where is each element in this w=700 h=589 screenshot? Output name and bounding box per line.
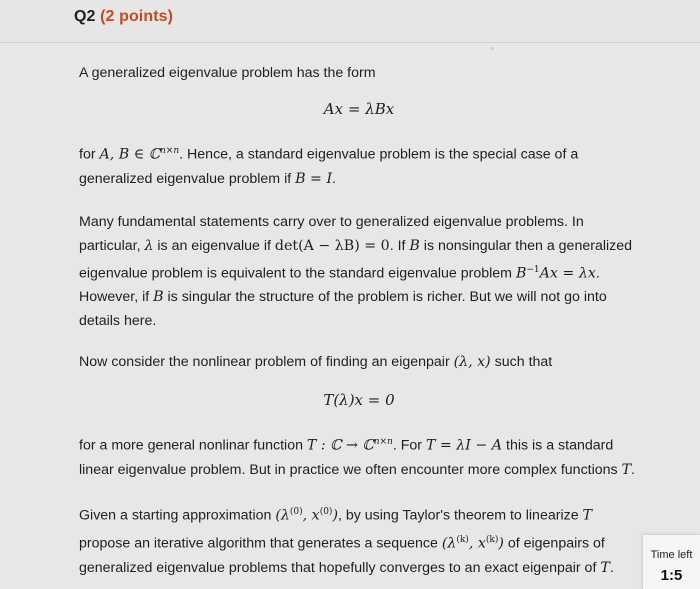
equation-nonlinear: T(λ)x = 0 <box>323 391 395 410</box>
equation-generalized: Ax = λBx <box>323 100 395 118</box>
time-left-label: Time left <box>650 549 693 561</box>
question-body <box>79 61 639 580</box>
paragraph-nonlinear: Now consider the nonlinear problem of finding an eigenpair (λ, x) such that <box>79 354 553 371</box>
paragraph-fundamentals: Many fundamental statements carry over to generalized eigenvalue problems. In particular, λ is an eigenvalue if det(A − λB) = 0. If B is nonsingular then a generalized eigenvalue problem is equivalent to the standard eigenvalue problem $B^{-1}Ax = \lambda x$. However, if B is singular the structure of the problem is richer. But we will not go into details here. <box>79 213 633 330</box>
question-label: Q2 <box>74 8 96 25</box>
question-title <box>74 8 173 26</box>
question-header <box>0 0 700 43</box>
time-left-value: 1:5 <box>660 567 683 584</box>
question-points: (2 points) <box>100 8 174 25</box>
paragraph-intro: A generalized eigenvalue problem has the form <box>79 65 376 81</box>
paragraph-definition: for A, B ∈ ℂ$^{n\times n}$. Hence, a standard eigenvalue problem is the special case of a generalized eigenvalue problem if B = I. <box>79 146 579 187</box>
paragraph-task: Given a starting approximation ($\lambda^{(0)}$, $x^{(0)}$), by using Taylor's theorem to linearize T propose an iterative algorithm that generates a sequence ($\lambda^{(k)}$, $x^{(k)}$) of eigenpairs of generalized eigenvalue problems that hopefully converges to an exact eigenpair of T. <box>79 507 614 576</box>
time-left-widget <box>642 534 700 589</box>
decorative-dot <box>491 47 494 50</box>
paragraph-nonlinear-function: for a more general nonlinar function T : ℂ → ℂ$^{n\times n}$. For T = λI − A this is a standard linear eigenvalue problem. But in practice we often encounter more complex functions T. <box>79 437 635 479</box>
